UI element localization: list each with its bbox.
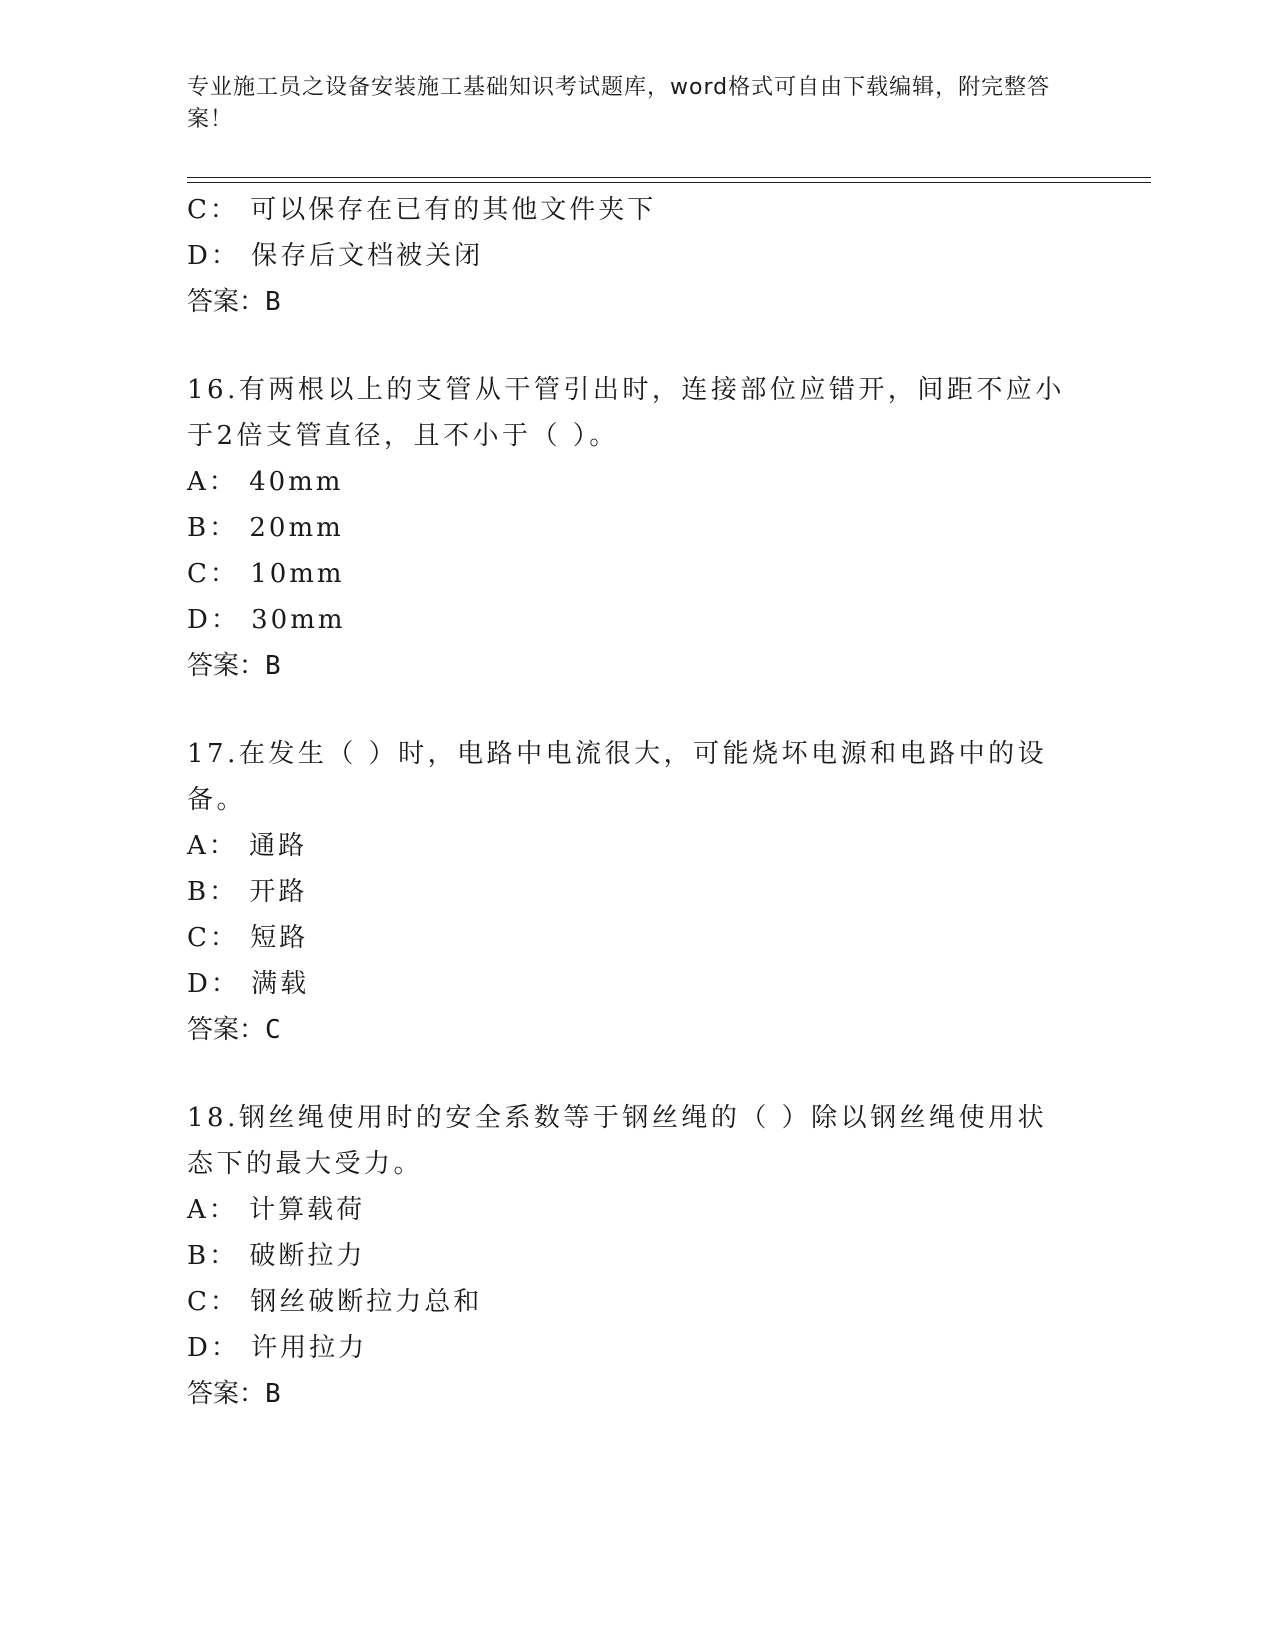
option-a: A： 计算载荷 bbox=[187, 1195, 366, 1225]
question-stem: 18.钢丝绳使用时的安全系数等于钢丝绳的（ ）除以钢丝绳使用状态下的最大受力。 bbox=[187, 1103, 1048, 1179]
header-rule-bottom bbox=[187, 182, 1151, 183]
option-c: C： 短路 bbox=[187, 923, 309, 953]
question-stem: 17.在发生（ ）时，电路中电流很大，可能烧坏电源和电路中的设备。 bbox=[187, 739, 1048, 815]
option-d: D： 30mm bbox=[187, 605, 346, 635]
header-rule-top bbox=[187, 177, 1151, 178]
answer-line: 答案：B bbox=[187, 651, 281, 681]
option-d: D： 许用拉力 bbox=[187, 1333, 368, 1363]
question-stem: 16.有两根以上的支管从干管引出时，连接部位应错开，间距不应小于2倍支管直径，且不小于（ ）。 bbox=[187, 375, 1065, 451]
option-c: C： 10mm bbox=[187, 559, 345, 589]
option-c: C： 钢丝破断拉力总和 bbox=[187, 1287, 483, 1317]
option-b: B： 20mm bbox=[187, 513, 344, 543]
document-header bbox=[187, 72, 1067, 136]
option-d: D： 满载 bbox=[187, 969, 310, 999]
question-block bbox=[187, 731, 1087, 1053]
document-body bbox=[187, 187, 1087, 1417]
question-block bbox=[187, 1095, 1087, 1417]
option-b: B： 破断拉力 bbox=[187, 1241, 366, 1271]
option-a: A： 40mm bbox=[187, 467, 344, 497]
header-title: 专业施工员之设备安装施工基础知识考试题库，word格式可自由下载编辑，附完整答案！ bbox=[187, 75, 1051, 132]
question-block bbox=[187, 367, 1087, 689]
answer-line: 答案：B bbox=[187, 1379, 281, 1409]
answer-line: 答案：B bbox=[187, 287, 281, 317]
option-d: D： 保存后文档被关闭 bbox=[187, 241, 484, 271]
question-block bbox=[187, 187, 1087, 325]
option-b: B： 开路 bbox=[187, 877, 308, 907]
option-a: A： 通路 bbox=[187, 831, 308, 861]
answer-line: 答案：C bbox=[187, 1015, 281, 1045]
option-c: C： 可以保存在已有的其他文件夹下 bbox=[187, 195, 657, 225]
